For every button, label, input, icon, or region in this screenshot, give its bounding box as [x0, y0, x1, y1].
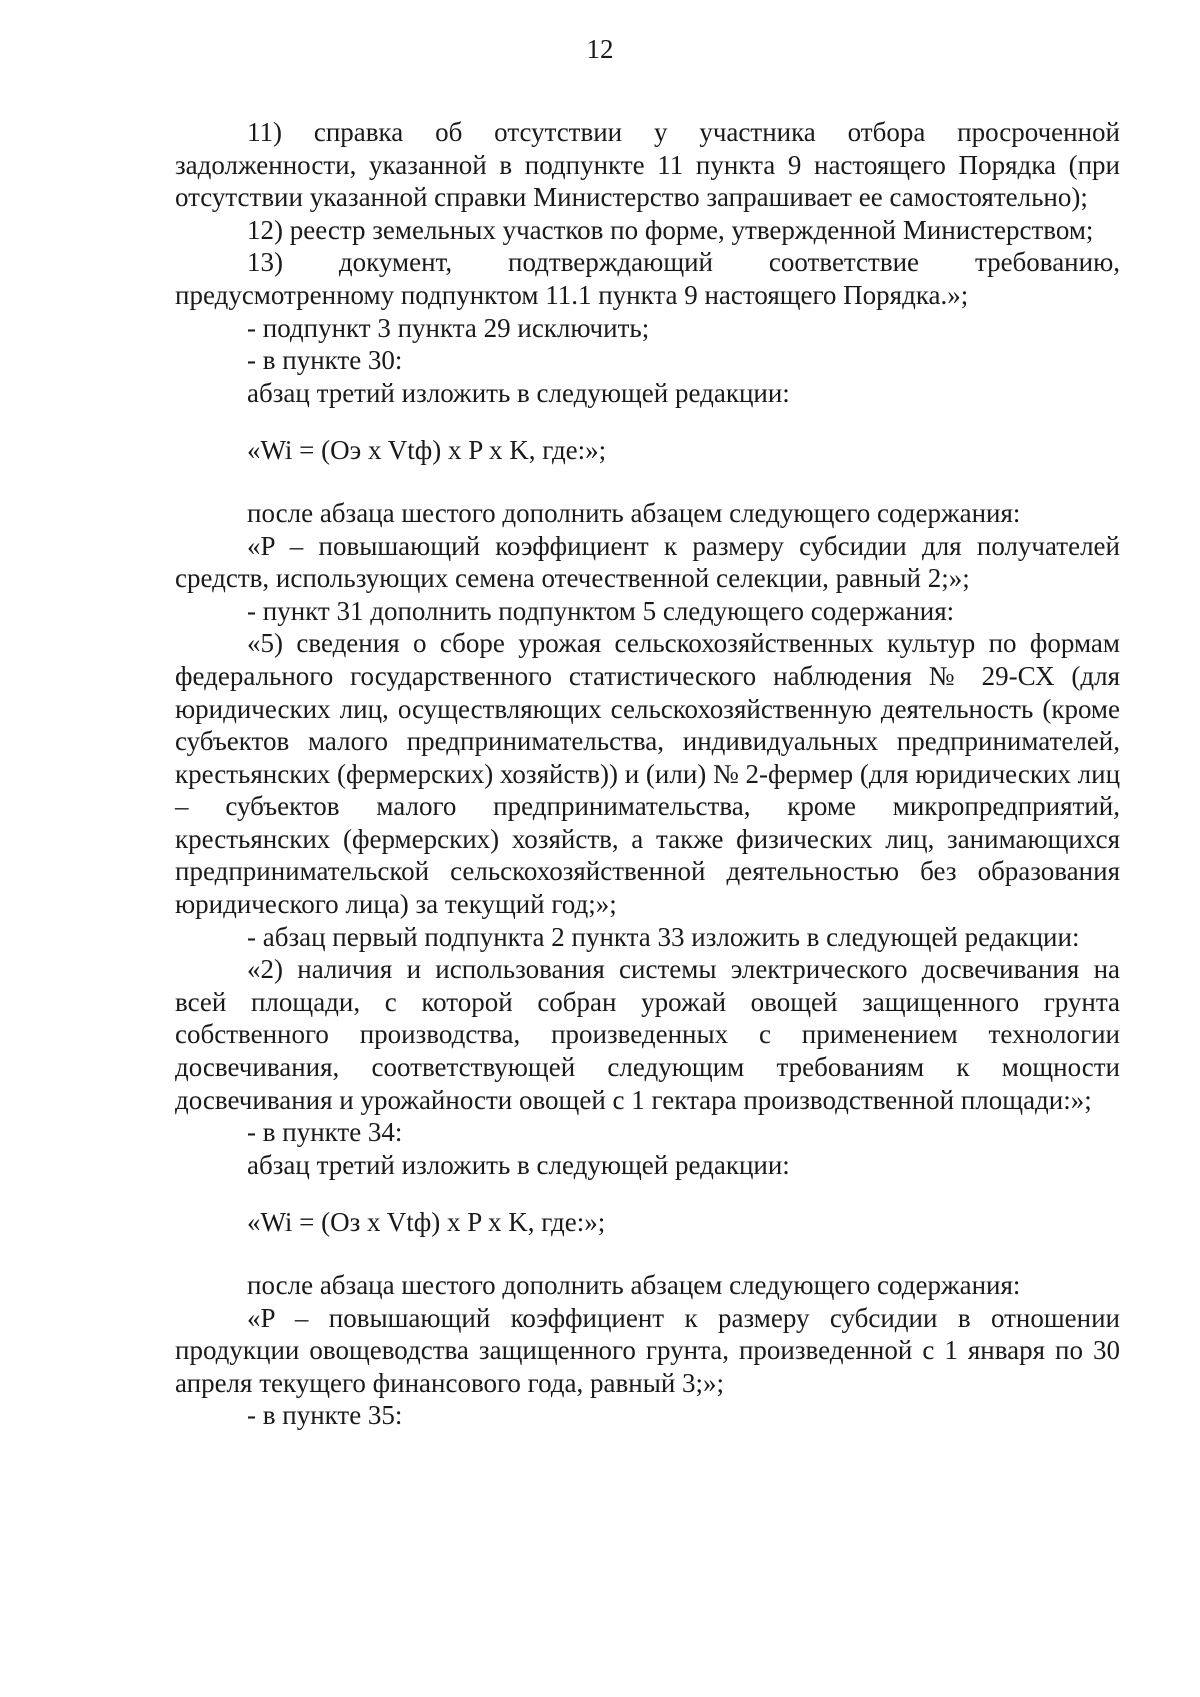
page-number: 12 — [586, 34, 614, 64]
paragraph-point-34: - в пункте 34: — [247, 1117, 403, 1148]
paragraph-after-sixth-34: после абзаца шестого дополнить абзацем следующего содержания: — [247, 1270, 1021, 1300]
formula-34: «Wi = (Оз x Vtф) x P x K, где:»; — [247, 1207, 606, 1238]
paragraph-item-11: 11) справка об отсутствии у участника отбора просроченной задолженности, указанной в подпункте 11 пункта 9 настоящего Порядка (при отсутствии указанной справки Министерство запрашивает ее самостоятельно); — [175, 117, 1120, 213]
paragraph-point-30: - в пункте 30: — [247, 345, 403, 376]
paragraph-item-12: 12) реестр земельных участков по форме, утвержденной Министерством; — [247, 214, 1094, 245]
paragraph-subpoint-5: «5) сведения о сборе урожая сельскохозяйственных культур по формам федерального государственного статистического наблюдения № 29-СХ (для юридических лиц, осуществляющих сельскохозяйственную деятельность (кроме субъектов малого предпринимательства, индивидуальных предпринимателей, крестьянских (фермерских) хозяйств)) и (или) № 2-фермер (для юридических лиц – субъектов малого предпринимательства, кроме микропредприятий, крестьянских (фермерских) хозяйств, а также физических лиц, занимающихся предпринимательской сельскохозяйственной деятельностью без образования юридического лица) за текущий год;»; — [175, 628, 1121, 920]
paragraph-subpoint-2: «2) наличия и использования системы электрического досвечивания на всей площади, с которой собран урожай овощей защищенного грунта собственного производства, произведенных с применением технологии досвечивания, соответствующей следующим требованиям к мощности досвечивания и урожайности овощей с 1 гектара производственной площади:»; — [175, 954, 1120, 1115]
paragraph-coefficient-34: «P – повышающий коэффициент к размеру субсидии в отношении продукции овощеводства защищенного грунта, произведенной с 1 января по 30 апреля текущего финансового года, равный 3;»; — [175, 1302, 1120, 1398]
paragraph-point-35: - в пункте 35: — [247, 1400, 403, 1431]
paragraph-third-abzac-30: абзац третий изложить в следующей редакции: — [247, 377, 790, 408]
paragraph-point-31: - пункт 31 дополнить подпунктом 5 следующего содержания: — [247, 595, 955, 626]
paragraph-third-abzac-34: абзац третий изложить в следующей редакции: — [247, 1149, 790, 1180]
paragraph-point-33: - абзац первый подпункта 2 пункта 33 изложить в следующей редакции: — [247, 921, 1080, 952]
paragraph-exclude-29: - подпункт 3 пункта 29 исключить; — [247, 312, 650, 343]
formula-30: «Wi = (Оэ x Vtф) x P x K, где:»; — [247, 435, 607, 466]
paragraph-item-13: 13) документ, подтверждающий соответствие требованию, предусмотренному подпунктом 11.1 пункта 9 настоящего Порядка.»; — [175, 247, 1120, 310]
paragraph-after-sixth-30: после абзаца шестого дополнить абзацем следующего содержания: — [247, 497, 1021, 528]
paragraph-coefficient-30: «P – повышающий коэффициент к размеру субсидии для получателей средств, использующих семена отечественной селекции, равный 2;»; — [175, 530, 1120, 594]
document-body — [175, 116, 1120, 1432]
